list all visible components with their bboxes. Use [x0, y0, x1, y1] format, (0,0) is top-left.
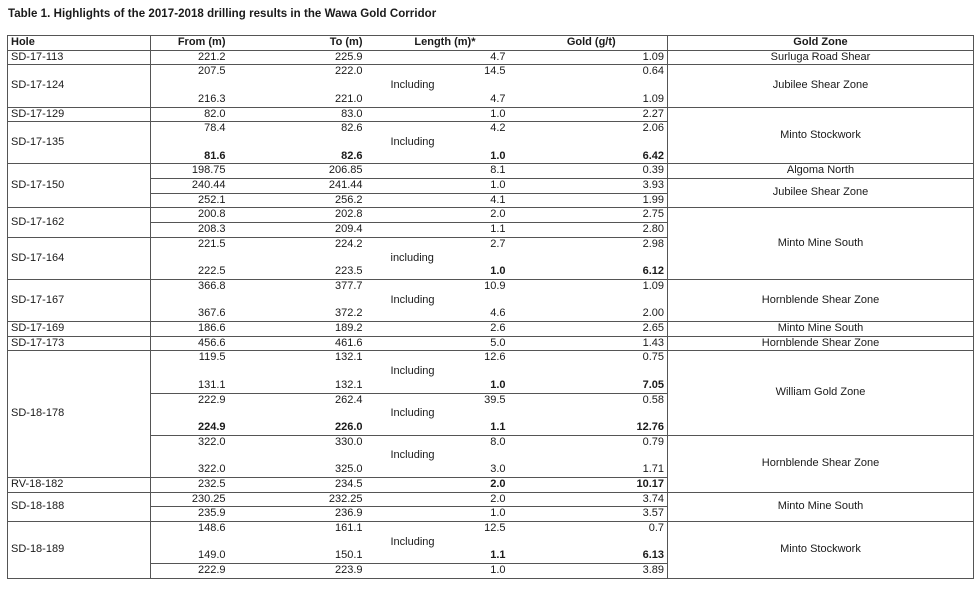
from-value: 224.9 — [151, 421, 271, 435]
from-value: 81.6 — [151, 150, 271, 164]
length-value: 1.1 — [391, 223, 516, 238]
from-value: 222.5 — [151, 265, 271, 279]
to-value: 222.0 — [271, 65, 391, 79]
from-value: 222.9 — [151, 393, 271, 407]
length-value: 1.0 — [391, 265, 516, 279]
including-label: Including — [390, 293, 435, 306]
to-value: 241.44 — [271, 179, 391, 194]
to-value: 225.9 — [271, 50, 391, 65]
from-value: 222.9 — [151, 564, 271, 579]
from-value: 78.4 — [151, 122, 271, 136]
from-value: 221.2 — [151, 50, 271, 65]
to-value: 150.1 — [271, 549, 391, 563]
to-value: 236.9 — [271, 507, 391, 522]
to-value: 202.8 — [271, 208, 391, 223]
from-value: 367.6 — [151, 307, 271, 321]
table-row — [8, 279, 974, 293]
gold-zone: Minto Stockwork — [668, 107, 974, 164]
from-value: 221.5 — [151, 237, 271, 251]
gold-value: 2.06 — [516, 122, 668, 136]
header-hole: Hole — [8, 36, 151, 51]
to-value: 372.2 — [271, 307, 391, 321]
length-value: 1.0 — [391, 179, 516, 194]
gold-value: 0.58 — [516, 393, 668, 407]
hole-id: SD-17-164 — [8, 237, 151, 279]
hole-id: SD-17-167 — [8, 279, 151, 321]
table-row — [8, 336, 974, 351]
including-label: including — [390, 251, 434, 264]
length-value: 2.7 — [391, 237, 516, 251]
length-value: 1.0 — [391, 379, 516, 393]
gold-zone: Minto Mine South — [668, 322, 974, 337]
gold-value: 2.27 — [516, 107, 668, 122]
from-value: 82.0 — [151, 107, 271, 122]
gold-value: 3.89 — [516, 564, 668, 579]
from-value: 208.3 — [151, 223, 271, 238]
length-value: 12.5 — [391, 521, 516, 535]
gold-value: 0.7 — [516, 521, 668, 535]
length-value: 4.2 — [391, 122, 516, 136]
to-value: 82.6 — [271, 122, 391, 136]
to-value: 221.0 — [271, 93, 391, 107]
to-value: 325.0 — [271, 463, 391, 477]
from-value: 322.0 — [151, 435, 271, 449]
gold-zone: Jubilee Shear Zone — [668, 65, 974, 107]
gold-value: 0.75 — [516, 351, 668, 365]
from-value: 366.8 — [151, 279, 271, 293]
gold-value: 1.43 — [516, 336, 668, 351]
header-to: To (m) — [271, 36, 391, 51]
header-gold: Gold (g/t) — [516, 36, 668, 51]
length-value: 3.0 — [391, 463, 516, 477]
header-gold-zone: Gold Zone — [668, 36, 974, 51]
length-value: 8.1 — [391, 164, 516, 179]
gold-value: 1.09 — [516, 50, 668, 65]
from-value: 119.5 — [151, 351, 271, 365]
length-value: 10.9 — [391, 279, 516, 293]
to-value: 224.2 — [271, 237, 391, 251]
gold-value: 0.79 — [516, 435, 668, 449]
to-value: 161.1 — [271, 521, 391, 535]
length-value: 1.0 — [391, 150, 516, 164]
table-row — [8, 65, 974, 79]
from-value: 232.5 — [151, 477, 271, 492]
to-value: 262.4 — [271, 393, 391, 407]
hole-id: SD-17-150 — [8, 164, 151, 208]
gold-value: 1.99 — [516, 193, 668, 208]
drilling-results-table — [7, 35, 974, 579]
to-value: 226.0 — [271, 421, 391, 435]
length-value: 4.6 — [391, 307, 516, 321]
gold-value: 3.57 — [516, 507, 668, 522]
header-length: Length (m)* — [391, 36, 516, 51]
table-row — [8, 107, 974, 122]
from-value: 252.1 — [151, 193, 271, 208]
table-row — [8, 351, 974, 365]
to-value: 209.4 — [271, 223, 391, 238]
to-value: 256.2 — [271, 193, 391, 208]
to-value: 82.6 — [271, 150, 391, 164]
gold-value: 6.42 — [516, 150, 668, 164]
length-value: 8.0 — [391, 435, 516, 449]
to-value: 132.1 — [271, 351, 391, 365]
to-value: 189.2 — [271, 322, 391, 337]
gold-value: 12.76 — [516, 421, 668, 435]
gold-zone: Minto Mine South — [668, 208, 974, 280]
hole-id: SD-17-124 — [8, 65, 151, 107]
gold-value: 2.80 — [516, 223, 668, 238]
gold-zone: Jubilee Shear Zone — [668, 179, 974, 208]
table-row — [8, 164, 974, 179]
hole-id: SD-17-162 — [8, 208, 151, 237]
from-value: 456.6 — [151, 336, 271, 351]
hole-id: SD-17-173 — [8, 336, 151, 351]
gold-zone: Algoma North — [668, 164, 974, 179]
gold-zone: Hornblende Shear Zone — [668, 279, 974, 321]
gold-value: 3.93 — [516, 179, 668, 194]
table-row — [8, 179, 974, 194]
to-value: 83.0 — [271, 107, 391, 122]
hole-id: SD-18-178 — [8, 351, 151, 477]
gold-value: 10.17 — [516, 477, 668, 492]
from-value: 149.0 — [151, 549, 271, 563]
gold-value: 1.09 — [516, 279, 668, 293]
to-value: 232.25 — [271, 492, 391, 507]
length-value: 4.1 — [391, 193, 516, 208]
hole-id: SD-18-188 — [8, 492, 151, 521]
header-from: From (m) — [151, 36, 271, 51]
to-value: 461.6 — [271, 336, 391, 351]
length-value: 1.1 — [391, 549, 516, 563]
including-label: Including — [390, 135, 435, 148]
including-label: Including — [390, 365, 435, 378]
length-value: 4.7 — [391, 93, 516, 107]
table-row — [8, 322, 974, 337]
length-value: 1.0 — [391, 107, 516, 122]
hole-id: SD-17-129 — [8, 107, 151, 122]
gold-zone: Minto Mine South — [668, 492, 974, 521]
from-value: 186.6 — [151, 322, 271, 337]
from-value: 322.0 — [151, 463, 271, 477]
gold-value: 1.09 — [516, 93, 668, 107]
gold-zone: Surluga Road Shear — [668, 50, 974, 65]
to-value: 330.0 — [271, 435, 391, 449]
from-value: 131.1 — [151, 379, 271, 393]
including-label: Including — [390, 535, 435, 548]
gold-value: 0.39 — [516, 164, 668, 179]
gold-value: 2.75 — [516, 208, 668, 223]
length-value: 14.5 — [391, 65, 516, 79]
from-value: 207.5 — [151, 65, 271, 79]
hole-id: RV-18-182 — [8, 477, 151, 492]
table-row — [8, 435, 974, 449]
gold-value: 3.74 — [516, 492, 668, 507]
from-value: 216.3 — [151, 93, 271, 107]
gold-value: 2.98 — [516, 237, 668, 251]
hole-id: SD-17-135 — [8, 122, 151, 164]
from-value: 240.44 — [151, 179, 271, 194]
to-value: 377.7 — [271, 279, 391, 293]
length-value: 2.6 — [391, 322, 516, 337]
to-value: 223.5 — [271, 265, 391, 279]
length-value: 1.1 — [391, 421, 516, 435]
from-value: 235.9 — [151, 507, 271, 522]
gold-value: 7.05 — [516, 379, 668, 393]
including-label: Including — [390, 449, 435, 462]
length-value: 12.6 — [391, 351, 516, 365]
gold-zone: William Gold Zone — [668, 351, 974, 435]
length-value: 5.0 — [391, 336, 516, 351]
length-value: 39.5 — [391, 393, 516, 407]
hole-id: SD-17-113 — [8, 50, 151, 65]
hole-id: SD-17-169 — [8, 322, 151, 337]
length-value: 2.0 — [391, 492, 516, 507]
table-row — [8, 208, 974, 223]
length-value: 1.0 — [391, 507, 516, 522]
table-row — [8, 521, 974, 535]
to-value: 206.85 — [271, 164, 391, 179]
hole-id: SD-18-189 — [8, 521, 151, 578]
length-value: 4.7 — [391, 50, 516, 65]
gold-zone: Hornblende Shear Zone — [668, 435, 974, 492]
table-row — [8, 50, 974, 65]
gold-value: 2.65 — [516, 322, 668, 337]
gold-zone: Hornblende Shear Zone — [668, 336, 974, 351]
to-value: 234.5 — [271, 477, 391, 492]
from-value: 148.6 — [151, 521, 271, 535]
header-row — [8, 36, 974, 51]
length-value: 1.0 — [391, 564, 516, 579]
gold-zone: Minto Stockwork — [668, 521, 974, 578]
including-label: Including — [390, 407, 435, 420]
from-value: 200.8 — [151, 208, 271, 223]
table-title: Table 1. Highlights of the 2017-2018 drilling results in the Wawa Gold Corridor — [8, 8, 437, 20]
gold-value: 2.00 — [516, 307, 668, 321]
gold-value: 6.13 — [516, 549, 668, 563]
length-value: 2.0 — [391, 477, 516, 492]
from-value: 230.25 — [151, 492, 271, 507]
including-label: Including — [390, 79, 435, 92]
gold-value: 1.71 — [516, 463, 668, 477]
gold-value: 0.64 — [516, 65, 668, 79]
length-value: 2.0 — [391, 208, 516, 223]
from-value: 198.75 — [151, 164, 271, 179]
to-value: 223.9 — [271, 564, 391, 579]
gold-value: 6.12 — [516, 265, 668, 279]
table-row — [8, 492, 974, 507]
to-value: 132.1 — [271, 379, 391, 393]
